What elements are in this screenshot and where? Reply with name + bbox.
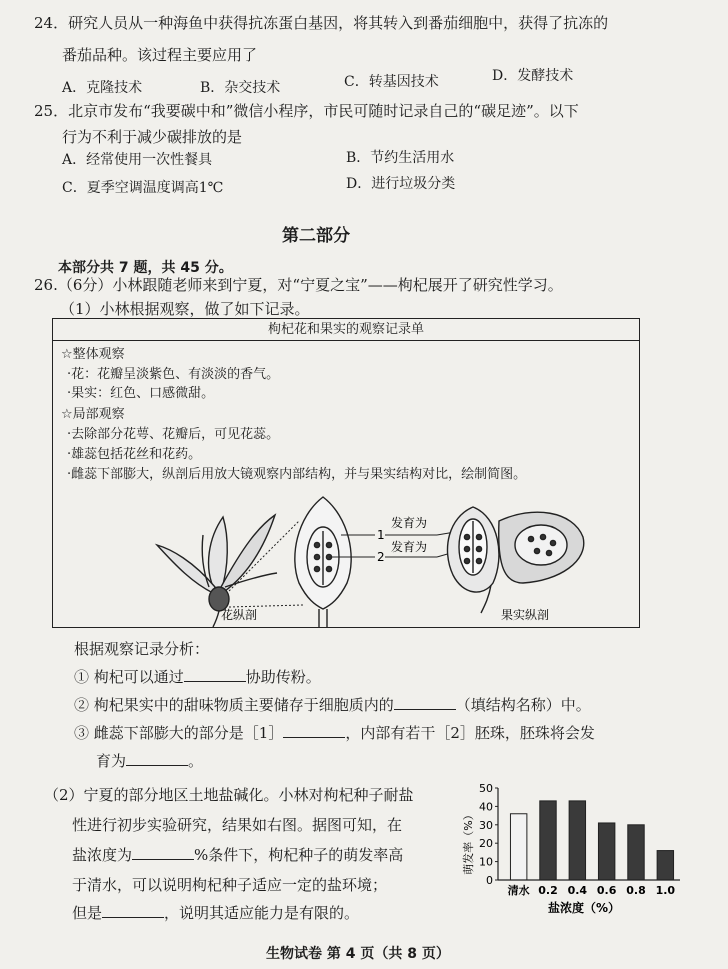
q24-stem-line2: 番茄品种。该过程主要应用了 <box>62 46 258 64</box>
flower-section-caption: 花纵剖 <box>221 608 258 622</box>
fruit-section-drawing <box>447 507 583 613</box>
sub2-line5-pre: 但是 <box>72 904 103 922</box>
answer-3-line2 <box>96 752 203 770</box>
record-overall-item: ·花：花瓣呈淡紫色、有淡淡的香气。 <box>67 367 280 382</box>
q26-sub1: （1）小林根据观察，做了如下记录。 <box>60 300 310 318</box>
germination-rate-chart <box>458 780 686 916</box>
record-local-item: ·雄蕊包括花丝和花药。 <box>67 447 202 462</box>
answer-2-pre: ② 枸杞果实中的甜味物质主要储存于细胞质内的 <box>74 696 394 714</box>
sub2-line5 <box>72 904 359 922</box>
page-footer: 生物试卷 第 4 页（共 8 页） <box>266 946 450 962</box>
label-2: 2 <box>377 550 385 564</box>
chart-bar-salt-0.8 <box>628 825 644 880</box>
record-overall-heading: ☆整体观察 <box>61 347 125 362</box>
sub2-line3 <box>72 846 403 864</box>
answer-1-blank[interactable] <box>184 668 246 682</box>
part2-intro: 本部分共 7 题，共 45 分。 <box>58 260 233 276</box>
chart-y-tick-label: 30 <box>479 818 493 832</box>
observation-record-box <box>52 318 640 628</box>
q26-stem: 26.（6分）小林跟随老师来到宁夏，对“宁夏之宝”——枸杞展开了研究性学习。 <box>34 276 563 294</box>
chart-bar-salt-0.4 <box>569 801 585 880</box>
chart-y-tick-label: 50 <box>479 782 493 795</box>
q24-option-d: D．发酵技术 <box>492 68 574 84</box>
q25-stem-line2: 行为不利于减少碳排放的是 <box>62 128 243 146</box>
flower-drawing <box>157 515 277 627</box>
chart-x-tick-label: 0.6 <box>596 884 617 897</box>
chart-bar-salt-1.0 <box>657 851 673 880</box>
record-overall-item: ·果实：红色、口感微甜。 <box>67 386 215 401</box>
sub2-line2: 性进行初步实验研究，结果如右图。据图可知，在 <box>72 816 403 834</box>
answer-3-blank-2[interactable] <box>126 752 188 766</box>
q24-option-b: B．杂交技术 <box>200 80 281 96</box>
answer-1 <box>74 668 321 686</box>
q25-option-c: C．夏季空调温度调高1℃ <box>62 180 224 196</box>
sub2-line4: 于清水，可以说明枸杞种子适应一定的盐环境； <box>72 876 388 894</box>
chart-x-tick-label: 0.8 <box>626 884 646 897</box>
label-1: 1 <box>377 528 385 542</box>
q24-option-a: A．克隆技术 <box>62 80 143 96</box>
chart-bar-salt-0.2 <box>540 801 556 880</box>
chart-y-axis-label: 萌发率（%） <box>462 809 475 875</box>
chart-y-tick-label: 20 <box>479 837 493 851</box>
q24-option-c: C．转基因技术 <box>344 74 439 90</box>
chart-x-tick-label: 0.2 <box>538 884 558 897</box>
chart-x-tick-label: 0.4 <box>567 884 588 897</box>
q25-option-a: A．经常使用一次性餐具 <box>62 152 213 168</box>
q25-stem-line1: 25．北京市发布“我要碳中和”微信小程序，市民可随时记录自己的“碳足迹”。以下 <box>34 102 579 120</box>
answer-3-line2-pre: 育为 <box>96 752 127 770</box>
answer-3-line2-post: 。 <box>188 752 204 770</box>
part2-title: 第二部分 <box>282 226 350 246</box>
answer-1-post: 协助传粉。 <box>245 668 321 686</box>
analysis-intro: 根据观察记录分析： <box>74 640 210 658</box>
answer-3-blank-1[interactable] <box>283 724 345 738</box>
flower-fruit-diagram <box>53 487 641 627</box>
answer-3 <box>74 724 595 742</box>
sub2-line1: （2）宁夏的部分地区土地盐碱化。小林对枸杞种子耐盐 <box>44 786 414 804</box>
q25-option-d: D．进行垃圾分类 <box>346 176 456 192</box>
sub2-line3-post: %条件下，枸杞种子的萌发率高 <box>194 846 404 864</box>
chart-bar-salt-0.6 <box>598 823 614 880</box>
answer-3-post: ，内部有若干［2］胚珠，胚珠将会发 <box>345 724 595 742</box>
chart-y-tick-label: 0 <box>486 874 493 887</box>
chart-y-tick-label: 40 <box>479 800 493 814</box>
answer-2-blank[interactable] <box>394 696 456 710</box>
develops-into-label-1: 发育为 <box>391 516 428 530</box>
sub2-line3-pre: 盐浓度为 <box>72 846 133 864</box>
sub2-line5-post: ，说明其适应能力是有限的。 <box>164 904 360 922</box>
chart-bar-control <box>510 814 526 880</box>
record-local-heading: ☆局部观察 <box>61 407 125 422</box>
answer-2 <box>74 696 591 714</box>
record-local-item: ·雌蕊下部膨大，纵剖后用放大镜观察内部结构，并与果实结构对比，绘制简图。 <box>67 467 527 482</box>
q25-option-b: B．节约生活用水 <box>346 150 455 166</box>
chart-x-axis-label: 盐浓度（%） <box>547 901 621 915</box>
sub2-blank-2[interactable] <box>102 904 164 918</box>
fruit-section-caption: 果实纵剖 <box>501 608 550 622</box>
answer-1-pre: ① 枸杞可以通过 <box>74 668 184 686</box>
chart-x-tick-label: 1.0 <box>655 884 676 897</box>
develops-into-label-2: 发育为 <box>391 540 428 554</box>
answer-3-pre: ③ 雌蕊下部膨大的部分是［1］ <box>74 724 284 742</box>
q24-stem-line1: 24．研究人员从一种海鱼中获得抗冻蛋白基因，将其转入到番茄细胞中，获得了抗冻的 <box>34 14 609 32</box>
answer-2-post: （填结构名称）中。 <box>455 696 591 714</box>
chart-y-tick-label: 10 <box>479 855 493 869</box>
chart-x-tick-label: 清水 <box>507 884 530 897</box>
sub2-blank-1[interactable] <box>132 846 194 860</box>
ovary-section-drawing <box>295 497 351 627</box>
record-local-item: ·去除部分花萼、花瓣后，可见花蕊。 <box>67 427 280 442</box>
record-title: 枸杞花和果实的观察记录单 <box>53 319 639 341</box>
